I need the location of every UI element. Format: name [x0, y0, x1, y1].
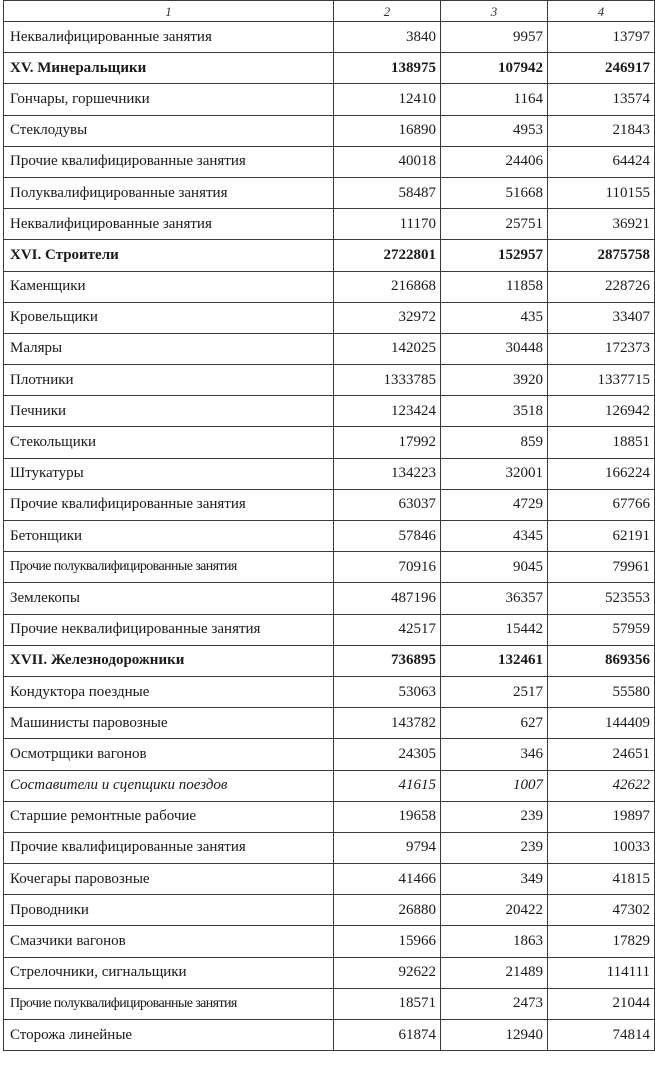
- col4-value-cell: 110155: [548, 177, 655, 208]
- header-col-4: 4: [548, 1, 655, 22]
- table-row: [4, 832, 655, 863]
- col3-value-cell: 239: [441, 801, 548, 832]
- header-col-3: 3: [441, 1, 548, 22]
- col3-value-cell: 859: [441, 427, 548, 458]
- occupation-cell: Прочие квалифицированные занятия: [4, 832, 334, 863]
- occupations-table: [3, 0, 655, 1051]
- col2-value-cell: 19658: [334, 801, 441, 832]
- table-row: [4, 53, 655, 84]
- col4-value-cell: 13574: [548, 84, 655, 115]
- table-row: [4, 209, 655, 240]
- col2-value-cell: 487196: [334, 583, 441, 614]
- occupation-cell: Прочие полуквалифицированные занятия: [4, 552, 334, 583]
- table-row: [4, 271, 655, 302]
- col2-value-cell: 216868: [334, 271, 441, 302]
- table-row: [4, 708, 655, 739]
- col4-value-cell: 126942: [548, 396, 655, 427]
- col4-value-cell: 1337715: [548, 365, 655, 396]
- col3-value-cell: 36357: [441, 583, 548, 614]
- table-row: [4, 614, 655, 645]
- header-row: [4, 1, 655, 22]
- col2-value-cell: 736895: [334, 645, 441, 676]
- col3-value-cell: 20422: [441, 895, 548, 926]
- col4-value-cell: 114111: [548, 957, 655, 988]
- col3-value-cell: 2473: [441, 988, 548, 1019]
- col3-value-cell: 2517: [441, 676, 548, 707]
- col4-value-cell: 246917: [548, 53, 655, 84]
- occupation-cell: Стеклодувы: [4, 115, 334, 146]
- col4-value-cell: 523553: [548, 583, 655, 614]
- col3-value-cell: 12940: [441, 1020, 548, 1051]
- table-row: [4, 583, 655, 614]
- table-row: [4, 84, 655, 115]
- col2-value-cell: 57846: [334, 521, 441, 552]
- col2-value-cell: 26880: [334, 895, 441, 926]
- col3-value-cell: 1164: [441, 84, 548, 115]
- occupation-cell: Стекольщики: [4, 427, 334, 458]
- occupation-cell: Штукатуры: [4, 458, 334, 489]
- col3-value-cell: 21489: [441, 957, 548, 988]
- occupation-cell: Землекопы: [4, 583, 334, 614]
- occupation-cell: XVII. Железнодорожники: [4, 645, 334, 676]
- col2-value-cell: 16890: [334, 115, 441, 146]
- table-row: [4, 895, 655, 926]
- col3-value-cell: 32001: [441, 458, 548, 489]
- occupation-cell: Проводники: [4, 895, 334, 926]
- occupation-cell: Сторожа линейные: [4, 1020, 334, 1051]
- occupation-cell: Кондуктора поездные: [4, 676, 334, 707]
- col4-value-cell: 64424: [548, 146, 655, 177]
- table-body: [4, 22, 655, 1051]
- table-row: [4, 801, 655, 832]
- col3-value-cell: 3920: [441, 365, 548, 396]
- table-row: [4, 146, 655, 177]
- table-row: [4, 177, 655, 208]
- col3-value-cell: 107942: [441, 53, 548, 84]
- col3-value-cell: 132461: [441, 645, 548, 676]
- occupation-cell: Осмотрщики вагонов: [4, 739, 334, 770]
- col2-value-cell: 41466: [334, 864, 441, 895]
- table-row: [4, 333, 655, 364]
- col4-value-cell: 2875758: [548, 240, 655, 271]
- col2-value-cell: 32972: [334, 302, 441, 333]
- col4-value-cell: 19897: [548, 801, 655, 832]
- header-col-2: 2: [334, 1, 441, 22]
- occupation-cell: Печники: [4, 396, 334, 427]
- col4-value-cell: 21044: [548, 988, 655, 1019]
- col4-value-cell: 24651: [548, 739, 655, 770]
- occupation-cell: Стрелочники, сигнальщики: [4, 957, 334, 988]
- col2-value-cell: 92622: [334, 957, 441, 988]
- col3-value-cell: 4345: [441, 521, 548, 552]
- table-row: [4, 770, 655, 801]
- col4-value-cell: 17829: [548, 926, 655, 957]
- col2-value-cell: 17992: [334, 427, 441, 458]
- col3-value-cell: 1007: [441, 770, 548, 801]
- col4-value-cell: 47302: [548, 895, 655, 926]
- table-row: [4, 302, 655, 333]
- col3-value-cell: 25751: [441, 209, 548, 240]
- col2-value-cell: 12410: [334, 84, 441, 115]
- col3-value-cell: 152957: [441, 240, 548, 271]
- col4-value-cell: 172373: [548, 333, 655, 364]
- occupation-cell: Плотники: [4, 365, 334, 396]
- table-row: [4, 739, 655, 770]
- col4-value-cell: 62191: [548, 521, 655, 552]
- occupation-cell: Неквалифицированные занятия: [4, 22, 334, 53]
- col2-value-cell: 40018: [334, 146, 441, 177]
- col2-value-cell: 1333785: [334, 365, 441, 396]
- occupation-cell: Кочегары паровозные: [4, 864, 334, 895]
- col4-value-cell: 42622: [548, 770, 655, 801]
- occupation-cell: Неквалифицированные занятия: [4, 209, 334, 240]
- col2-value-cell: 24305: [334, 739, 441, 770]
- table-row: [4, 458, 655, 489]
- table-row: [4, 521, 655, 552]
- col2-value-cell: 143782: [334, 708, 441, 739]
- col3-value-cell: 1863: [441, 926, 548, 957]
- col2-value-cell: 3840: [334, 22, 441, 53]
- table-row: [4, 240, 655, 271]
- col3-value-cell: 51668: [441, 177, 548, 208]
- col4-value-cell: 166224: [548, 458, 655, 489]
- table-row: [4, 988, 655, 1019]
- occupation-cell: Полуквалифицированные занятия: [4, 177, 334, 208]
- table-row: [4, 22, 655, 53]
- table-row: [4, 552, 655, 583]
- document-page: [3, 0, 654, 1051]
- table-row: [4, 115, 655, 146]
- col2-value-cell: 70916: [334, 552, 441, 583]
- col4-value-cell: 57959: [548, 614, 655, 645]
- col4-value-cell: 228726: [548, 271, 655, 302]
- occupation-cell: Составители и сцепщики поездов: [4, 770, 334, 801]
- col4-value-cell: 144409: [548, 708, 655, 739]
- col2-value-cell: 9794: [334, 832, 441, 863]
- table-row: [4, 365, 655, 396]
- table-row: [4, 676, 655, 707]
- col2-value-cell: 18571: [334, 988, 441, 1019]
- col4-value-cell: 869356: [548, 645, 655, 676]
- col3-value-cell: 15442: [441, 614, 548, 645]
- col2-value-cell: 41615: [334, 770, 441, 801]
- occupation-cell: Машинисты паровозные: [4, 708, 334, 739]
- col2-value-cell: 58487: [334, 177, 441, 208]
- col2-value-cell: 15966: [334, 926, 441, 957]
- col4-value-cell: 21843: [548, 115, 655, 146]
- col2-value-cell: 11170: [334, 209, 441, 240]
- col3-value-cell: 11858: [441, 271, 548, 302]
- table-row: [4, 1020, 655, 1051]
- col2-value-cell: 142025: [334, 333, 441, 364]
- col4-value-cell: 67766: [548, 489, 655, 520]
- header-col-1: 1: [4, 1, 334, 22]
- occupation-cell: Кровельщики: [4, 302, 334, 333]
- table-row: [4, 489, 655, 520]
- col3-value-cell: 4729: [441, 489, 548, 520]
- col3-value-cell: 30448: [441, 333, 548, 364]
- col2-value-cell: 123424: [334, 396, 441, 427]
- col2-value-cell: 61874: [334, 1020, 441, 1051]
- col3-value-cell: 627: [441, 708, 548, 739]
- col2-value-cell: 138975: [334, 53, 441, 84]
- col2-value-cell: 53063: [334, 676, 441, 707]
- col4-value-cell: 18851: [548, 427, 655, 458]
- occupation-cell: Каменщики: [4, 271, 334, 302]
- table-row: [4, 957, 655, 988]
- occupation-cell: Прочие квалифицированные занятия: [4, 489, 334, 520]
- col2-value-cell: 2722801: [334, 240, 441, 271]
- occupation-cell: Смазчики вагонов: [4, 926, 334, 957]
- occupation-cell: Бетонщики: [4, 521, 334, 552]
- col4-value-cell: 55580: [548, 676, 655, 707]
- col3-value-cell: 9045: [441, 552, 548, 583]
- table-row: [4, 645, 655, 676]
- occupation-cell: Прочие неквалифицированные занятия: [4, 614, 334, 645]
- col3-value-cell: 3518: [441, 396, 548, 427]
- col4-value-cell: 74814: [548, 1020, 655, 1051]
- col3-value-cell: 4953: [441, 115, 548, 146]
- col4-value-cell: 10033: [548, 832, 655, 863]
- col4-value-cell: 13797: [548, 22, 655, 53]
- table-row: [4, 926, 655, 957]
- col4-value-cell: 79961: [548, 552, 655, 583]
- col4-value-cell: 36921: [548, 209, 655, 240]
- occupation-cell: Старшие ремонтные рабочие: [4, 801, 334, 832]
- col3-value-cell: 24406: [441, 146, 548, 177]
- occupation-cell: XVI. Строители: [4, 240, 334, 271]
- col3-value-cell: 435: [441, 302, 548, 333]
- occupation-cell: Прочие полуквалифицированные занятия: [4, 988, 334, 1019]
- col2-value-cell: 63037: [334, 489, 441, 520]
- occupation-cell: XV. Минеральщики: [4, 53, 334, 84]
- table-row: [4, 427, 655, 458]
- table-row: [4, 864, 655, 895]
- occupation-cell: Прочие квалифицированные занятия: [4, 146, 334, 177]
- col2-value-cell: 42517: [334, 614, 441, 645]
- col3-value-cell: 9957: [441, 22, 548, 53]
- col3-value-cell: 349: [441, 864, 548, 895]
- col3-value-cell: 239: [441, 832, 548, 863]
- col4-value-cell: 41815: [548, 864, 655, 895]
- table-row: [4, 396, 655, 427]
- occupation-cell: Маляры: [4, 333, 334, 364]
- col4-value-cell: 33407: [548, 302, 655, 333]
- col3-value-cell: 346: [441, 739, 548, 770]
- occupation-cell: Гончары, горшечники: [4, 84, 334, 115]
- col2-value-cell: 134223: [334, 458, 441, 489]
